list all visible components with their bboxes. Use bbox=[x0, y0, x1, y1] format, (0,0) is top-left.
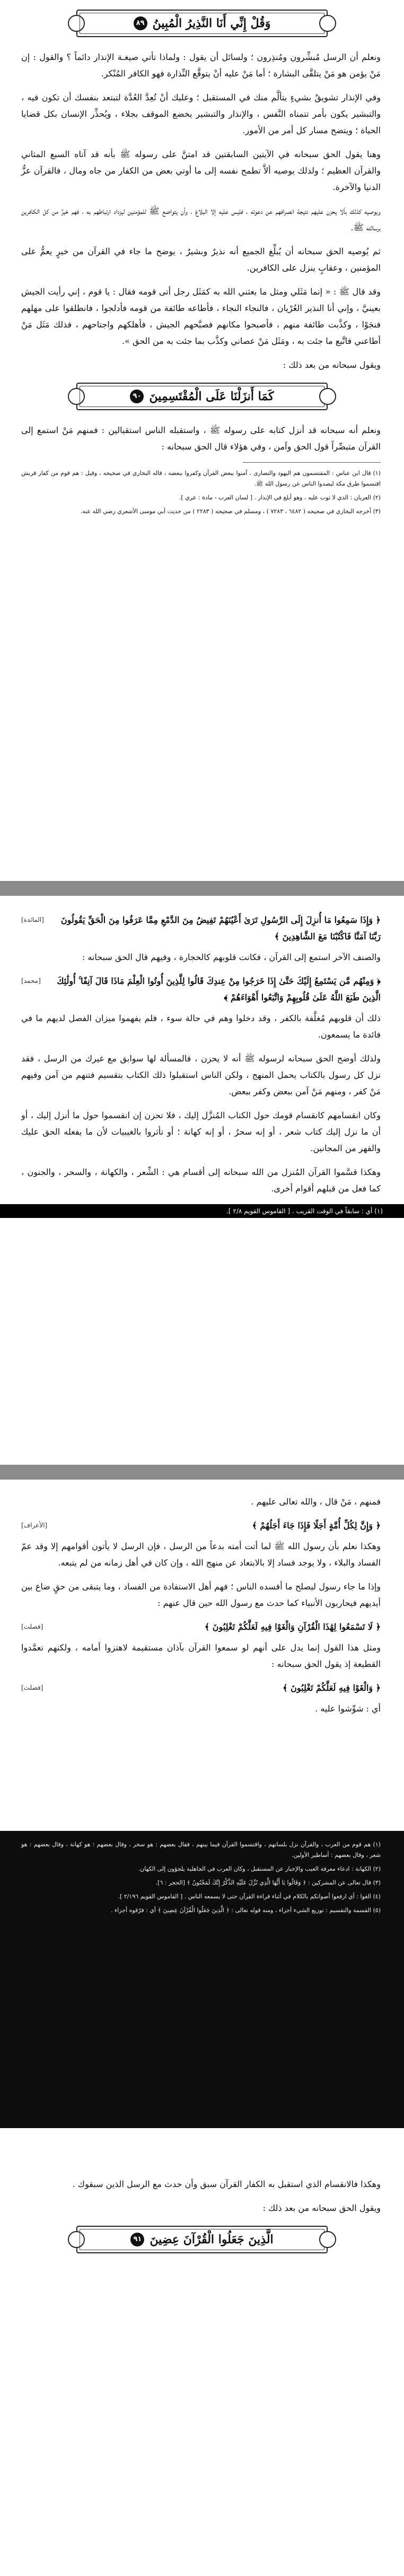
page-separator bbox=[0, 1465, 404, 1480]
quran-verse bbox=[21, 912, 381, 945]
verse-number: ٩١ bbox=[130, 2233, 144, 2246]
paragraph: ثم يُوصيه الحق سبحانه أن يُبلِّغ الجميع أنه نذيرٌ وبشيرٌ ، يوضح ما جاء في القرآن من خيرٍ يعمُّ على المؤمنين ، وعقابٍ ينزل على الكافرين. bbox=[21, 246, 381, 273]
quran-verse-text: ﴿ لَا تَسْمَعُوا لِهَٰذَا الْقُرْآنِ وَالْغَوْا فِيهِ لَعَلَّكُمْ تَغْلِبُونَ ﴾ bbox=[204, 1622, 381, 1632]
paragraph: وهكذا قسَّموا القرآن المُنزل من الله سبحانه إلى أقسام هي : الشِّعر ، والكهانة ، والسحر ، والجنون ، كما فعل من قبلهم أقوام أخرى. bbox=[21, 1167, 381, 1194]
paragraph: وهنا يقول الحق سبحانه في الآيتين السابقتين قد امتنَّ على رسوله ﷺ بأنه قد آتاه السبع المثاني والقرآن العظيم ؛ ولذلك يوصيه ألاَّ تطمح نفسه إلى ما أوتي بعض من الكفار من جاه ومال ، فالقرآن عزُّ الدنيا والآخرة. bbox=[21, 149, 381, 192]
verse-banner bbox=[76, 10, 328, 37]
sura-name: [فصلت] bbox=[21, 1684, 43, 1691]
quran-verse-text: ﴿ وَمِنْهُم مَّن يَسْتَمِعُ إِلَيْكَ حَتَّىٰ إِذَا خَرَجُوا مِنْ عِندِكَ قَالُوا لِلَّذِينَ أُوتُوا الْعِلْمَ مَاذَا قَالَ آنِفًا ۚ أُولَٰئِكَ الَّذِينَ طَبَعَ اللَّهُ عَلَىٰ قُلُوبِهِمْ وَاتَّبَعُوا أَهْوَاءَهُمْ ﴾ bbox=[57, 976, 381, 1002]
footnote: (٢) العريان : الذي لا ثوب عليه ، وهو أبلغ في الإنذار . [ لسان العرب - مادة : عري ]. bbox=[179, 494, 381, 501]
paragraph: ذلك أن قلوبهم مُغلَّفة بالكفر ، وقد دخلوا وهم في حالة سوء ، فلم يفهموا ميزان الفصل لديهم ما في فائدة ما يسمعون. bbox=[21, 1013, 381, 1040]
footnote: (٣) أخرجه البخاري في صحيحه ( ٦٤٨٢ ، ٧٢٨٣ ) ، ومسلم في صحيحه ( ٢٢٨٣ ) من حديث أبي موسى الأشعري رضي الله عنه. bbox=[80, 508, 381, 515]
paragraph: أي : شوِّشوا عليه . bbox=[315, 1704, 381, 1714]
quran-verse-text: ﴿ وَإِذَا سَمِعُوا مَا أُنزِلَ إِلَى الرَّسُولِ تَرَىٰ أَعْيُنَهُمْ تَفِيضُ مِنَ الدَّمْعِ مِمَّا عَرَفُوا مِنَ الْحَقِّ يَقُولُونَ رَبَّنَا آمَنَّا فَاكْتُبْنَا مَعَ الشَّاهِدِينَ ﴾ bbox=[60, 915, 381, 941]
page-3 bbox=[0, 1486, 404, 1826]
footnote: (٤) الغوا : أي ارفعوا أصواتكم بالكلام في أثناء قراءة القرآن حتى لا يسمعه الناس . [ القاموس القويم ٢/١٩٦ ]. bbox=[118, 1893, 381, 1900]
paragraph: وإذا ما جاء رسول ليصلح ما أفسده الناس ؛ فهم أهل الاستفادة من الفساد ، وما يتبقى من حقٍ ضاع بين أيديهم فيحاربون الأنبياء كما حدث مع رسول الله حين قال عنهم : bbox=[21, 1581, 381, 1608]
sura-name: [فصلت] bbox=[21, 1623, 43, 1630]
footnote: (١) قال ابن عباس : المقتسمون هم اليهود والنصارى ، آمنوا ببعض القرآن وكفروا ببعضه ، قاله البخاري في صحيحه ، وقيل : هم قوم من كفار قريش اقتسموا طرق مكة ليصدوا الناس عن رسول الله ﷺ. bbox=[21, 470, 381, 487]
paragraph: فمنهم ، مَنْ قال ، والله تعالى عليهم . bbox=[251, 1497, 381, 1507]
page-2 bbox=[0, 902, 404, 1459]
footnote: (٣) قال تعالى عن المشركين : ﴿ وَقَالُوا يَا أَيُّهَا الَّذِي نُزِّلَ عَلَيْهِ الذِّكْرُ إِنَّكَ لَمَجْنُونٌ ﴾ [الحجر : ٦]. bbox=[155, 1879, 381, 1886]
sura-name: [الأعراف] bbox=[21, 1522, 48, 1529]
footnotes-block bbox=[0, 1831, 404, 2128]
paragraph: وقد قال ﷺ : « إنما مَثَلي ومثل ما بعثني الله به كمَثَل رجل أتى قومه فقال : يا قوم ، إني رأيت الجيش بعينيَّ ، وإني أنا النذير العُرْيان ، فالنجاء النجاء ، فأطاعه طائفة من قومه فأدلجوا ، فانطلقوا على مهلهم فنجَوْا ، وكذَّبت طائفة منهم ، فأصبحوا مكانهم فصبَّحهم الجيش ، فأهلكهم واجتاحهم ، فذلك مَثَل مَنْ أطاعني فاتَّبع ما جئت به ، ومَثَل مَنْ عصاني وكذَّب بما جئت به من الحق ». bbox=[21, 287, 381, 346]
paragraph: ولذلك أوضح الحق سبحانه لرسوله ﷺ أنه لا يحزن ، فالمسألة لها سوابق مع غيرك من الرسل ، فقد نزل كل رسول بالكتاب يحمل المنهج ، ولكن الناس استقبلوا ذلك الكتاب بتقسيم فتنهم من آمن وفيهم مَنْ كفر ، ومنهم مَنْ آمن ببعض وكفر ببعض. bbox=[21, 1053, 381, 1096]
paragraph: ومثل هذا القول إنما يدل على أنهم لو سمعوا القرآن بآذان مستقيمة لاهتزوا أمامه ، ولكنهم تعمَّدوا القطيعة إذ يقول الحق سبحانه : bbox=[21, 1643, 381, 1669]
paragraph: وكان انقسامهم كانقسام قومك حول الكتاب المُنزَّل إليك ، فلا تحزن إن انقسموا حول ما أنزل إليك ، أو أن ما نزل إليك كتاب شعر ، أو إنه سحرٌ ، أو إنه كهانة ؛ أو تأثروا بالغيبيات لأن ما يفعله الحق عليك والقهر من المجانين. bbox=[21, 1110, 381, 1153]
paragraph: ونعلم أنه سبحانه قد أنزل كتابه على رسوله ﷺ ، واستقبله الناس استقبالين : فمنهم مَنْ استمع إلى القرآن متبصِّراً قول الحق وآمن ، وفي هؤلاء قال الحق سبحانه : bbox=[21, 425, 381, 452]
verse-number: ٨٩ bbox=[134, 16, 147, 30]
paragraph: وهكذا فالانقسام الذي استقبل به الكفار القرآن سبق وأن حدث مع الرسل الذين سبقوك . bbox=[72, 2179, 381, 2189]
lead-line: ويقول سبحانه من بعد ذلك : bbox=[283, 360, 381, 370]
quran-verse-text: ﴿ وَالْغَوْا فِيهِ لَعَلَّكُمْ تَغْلِبُونَ ﴾ bbox=[283, 1683, 381, 1693]
footnote-band: (١) أي : سابقاً في الوقت القريب . [ القاموس القويم ٢/٨ ]. bbox=[0, 1204, 404, 1218]
footnote: (١) هم قوم من العرب ، والقرآن نزل بلسانهم ، واقتسموا القرآن فيما بينهم ، فقال بعضهم : هو سحر ، وقال بعضهم : هو كهانة ، وقال بعضهم : هو شعر ، وقال بعضهم : أساطير الأولين. bbox=[21, 1841, 381, 1858]
lead-line: ويقول الحق سبحانه من بعد ذلك : bbox=[262, 2203, 381, 2213]
verse-banner-text: وَقُلْ إِنِّي أَنَا النَّذِيرُ الْمُبِينُ bbox=[152, 16, 271, 30]
verse-banner-text: الَّذِينَ جَعَلُوا الْقُرْآنَ عِضِينَ bbox=[150, 2233, 274, 2246]
quran-verse bbox=[21, 1517, 381, 1534]
quran-verse bbox=[21, 1680, 381, 1696]
paragraph: والصنف الآخر استمع إلى القرآن ، فكانت قلوبهم كالحجارة ، وفيهم قال الحق سبحانه : bbox=[82, 952, 381, 962]
sura-name: [المائدة] bbox=[21, 916, 44, 923]
footnote-divider bbox=[243, 462, 381, 463]
paragraph: ويوصيه كذلك بألا يحزن عليهم نتيجة انصرافهم عن دعوته ، فليس عليه إلا البلاغ ، وأن يتواضع ﷺ للمؤمنين ليزداد ارتباطهم به ، فهم خيرٌ من كل الكافرين برسالته ﷺ. bbox=[21, 206, 381, 232]
paragraph: وفي الإنذار تشويقٌ بشيءٍ يتألَّم منك في المستقبل ؛ وعليك أنْ تُعِدَّ العُدَّة لتبتعد بنفسك أن تكون فيه ، والتبشير يكون بأمر تتمناه النَّفس ، والإنذار والتبشير يخضع الموقف بجلاء ، ويُحذِّر الإنسان بكل قضايا الحياة ؛ ويتضح مسار كل أمر من الأمور. bbox=[21, 92, 381, 135]
page-1 bbox=[0, 0, 404, 881]
paragraph: وهكذا نعلم بأن رسول الله ﷺ لما أتت أمته بدعاً من الرسل ، فإن الرسل لا يأتون أقوامهم إلا وقد عمّ الفساد والبلاء ، ولا يوجد فساد إلا بالابتعاد عن منهج الله ، وإن كان في أهل زمانه من لم يتبعه. bbox=[21, 1541, 381, 1568]
sura-name: [محمد] bbox=[21, 977, 41, 984]
verse-banner-text: كَمَا أَنزَلْنَا عَلَى الْمُقْتَسِمِينَ bbox=[149, 390, 274, 403]
footnote: (٥) القسمة والتقسيم : توزيع الشيء أجزاء ، ومنه قوله تعالى : ﴿ الَّذِينَ جَعَلُوا الْقُرْآنَ عِضِينَ ﴾ أي : فرّقوه أجزاء . bbox=[110, 1907, 381, 1914]
page-4 bbox=[0, 2165, 404, 2388]
page-separator bbox=[0, 881, 404, 896]
quran-verse bbox=[21, 973, 381, 1006]
verse-banner bbox=[76, 383, 328, 410]
verse-number: ٩٠ bbox=[130, 390, 144, 403]
paragraph: ونعلم أن الرسل مُبشِّرون ومُنذِرون ؛ ولسائل أن يقول : ولماذا تأتي صيغـة الإنذار دائماً ؟ والقول : إن مَنْ يؤمن هو مَنْ يتلقَّى البشارة ؛ أما مَنْ عليه أنْ يتوقَّع النِّذارة فهو الكافر المُنْكر. bbox=[21, 52, 381, 79]
quran-verse bbox=[21, 1619, 381, 1635]
verse-banner bbox=[76, 2226, 328, 2253]
footnote: (٢) الكهانة : ادعاء معرفة الغيب والإخبار عن المستقبل ، وكان العرب في الجاهلية يلجؤون إلى الكهان. bbox=[138, 1865, 381, 1872]
quran-verse-text: ﴿ وَإِنَّ لِكُلِّ أُمَّةٍ أَجَلًا فَإِذَا جَاءَ أَجَلُهُمْ ﴾ bbox=[252, 1520, 381, 1531]
